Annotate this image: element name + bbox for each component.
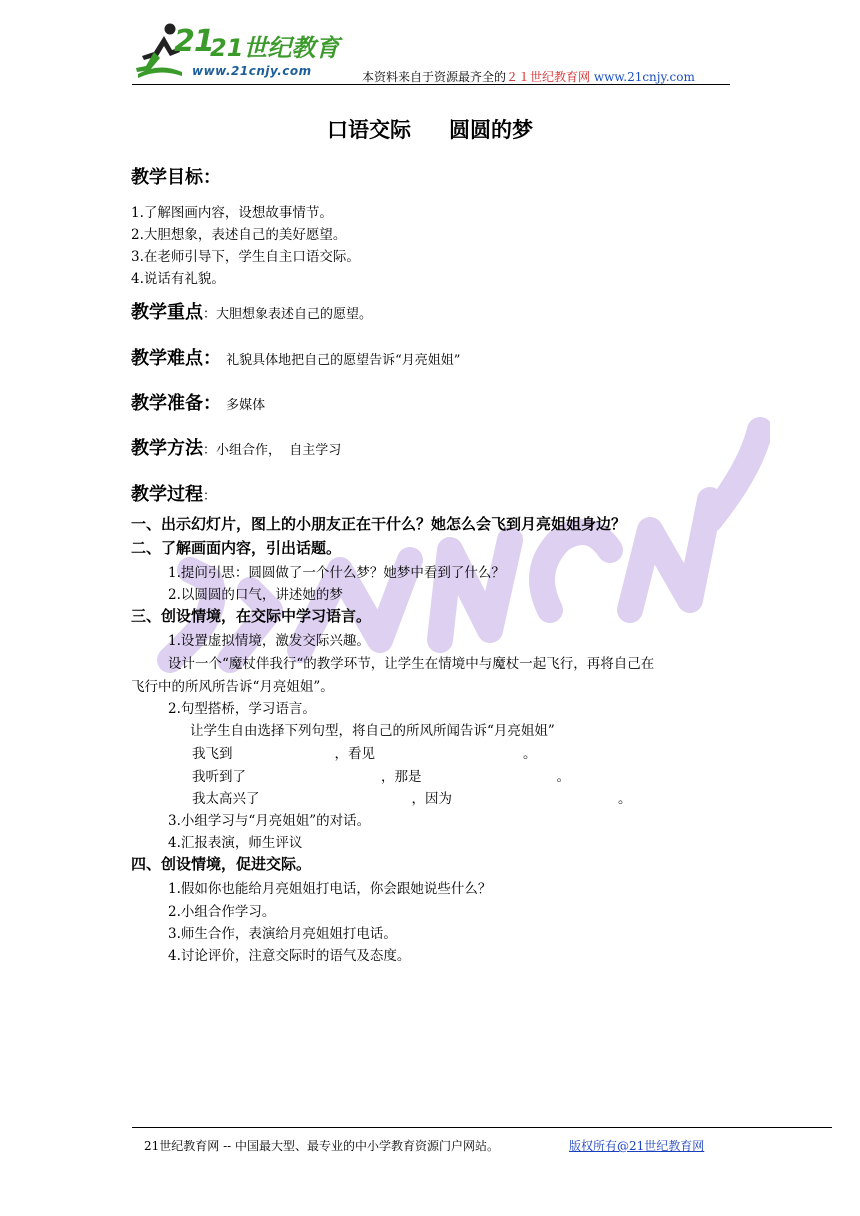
difficulty-row (131, 344, 460, 370)
pattern-text: 。 (618, 791, 632, 807)
section-3-desc: 飞行中的所风所告诉“月亮姐姐”。 (131, 679, 334, 695)
section-4-item: 3.师生合作，表演给月亮姐姐打电话。 (168, 926, 397, 942)
section-3-item: 1.设置虚拟情境，激发交际兴趣。 (168, 633, 370, 649)
key-point-text: 大胆想象表述自己的愿望。 (216, 307, 373, 322)
page-title (0, 114, 860, 144)
objective-item: 1.了解图画内容，设想故事情节。 (131, 205, 333, 221)
sentence-pattern-3 (192, 787, 632, 807)
section-3-desc: 设计一个“魔杖伴我行“的教学环节，让学生在情境中与魔杖一起飞行，再将自己在 (168, 656, 655, 672)
section-2: 二、了解画面内容，引出话题。 (131, 539, 342, 557)
preparation-label: 教学准备： (131, 393, 221, 414)
pattern-text: 。 (523, 746, 537, 762)
pattern-text: 我听到了 (192, 769, 246, 785)
section-3: 三、创设情境，在交际中学习语言。 (131, 607, 372, 625)
pattern-text: ，因为 (411, 791, 452, 807)
section-3-desc: 让学生自由选择下列句型，将自己的所风所闻告诉“月亮姐姐” (190, 723, 555, 739)
method-label: 教学方法 (131, 438, 203, 459)
title-part1: 口语交际 (327, 117, 411, 142)
method-colon: ： (203, 443, 217, 458)
sentence-pattern-1 (192, 742, 537, 762)
section-4-item: 1.假如你也能给月亮姐姐打电话，你会跟她说些什么？ (168, 881, 492, 897)
logo-text: 21世纪教育 (210, 34, 340, 62)
section-3-item: 4.汇报表演，师生评议 (168, 835, 303, 851)
source-url-link[interactable]: www.21cnjy.com (593, 70, 695, 84)
section-4-item: 2.小组合作学习。 (168, 904, 276, 920)
sentence-pattern-2 (192, 765, 570, 785)
logo-number: 21 (174, 24, 214, 59)
header-divider (132, 84, 730, 85)
difficulty-text: 礼貌具体地把自己的愿望告诉“月亮姐姐” (226, 353, 461, 368)
section-3-item: 3.小组学习与“月亮姐姐”的对话。 (168, 813, 371, 829)
preparation-row (131, 389, 265, 415)
key-point-label: 教学重点 (131, 302, 203, 323)
source-site-link[interactable]: ２１世纪教育网 (506, 70, 591, 84)
footer-text: 21世纪教育网 -- 中国最大型、最专业的中小学教育资源门户网站。 (144, 1139, 500, 1153)
source-prefix: 本资料来自于资源最齐全的 (362, 70, 507, 84)
section-2-item: 2.以圆圆的口气，讲述她的梦 (168, 587, 343, 603)
objectives-heading: 教学目标： (131, 167, 221, 188)
method-row (131, 434, 341, 460)
objective-item: 3.在老师引导下，学生自主口语交际。 (131, 249, 360, 265)
copyright-link[interactable]: 版权所有@21世纪教育网 (569, 1139, 705, 1153)
key-point-row (131, 298, 372, 324)
process-heading (131, 480, 216, 506)
site-logo (134, 22, 340, 82)
pattern-text: 。 (556, 769, 570, 785)
preparation-text: 多媒体 (226, 398, 266, 413)
section-2-item: 1.提问引思：圆圆做了一个什么梦？她梦中看到了什么？ (168, 565, 505, 581)
process-colon: ： (203, 489, 217, 504)
footer-divider (132, 1127, 832, 1128)
section-4-item: 4.讨论评价，注意交际时的语气及态度。 (168, 948, 411, 964)
method-text: 小组合作， 自主学习 (216, 443, 342, 458)
logo-url: www.21cnjy.com (192, 64, 312, 78)
pattern-text: ，看见 (334, 746, 375, 762)
pattern-text: ，那是 (381, 769, 422, 785)
section-3-item: 2.句型搭桥，学习语言。 (168, 701, 316, 717)
pattern-text: 我飞到 (192, 746, 233, 762)
key-point-colon: ： (203, 307, 217, 322)
title-part2: 圆圆的梦 (449, 117, 533, 142)
process-label: 教学过程 (131, 484, 203, 505)
section-4: 四、创设情境，促进交际。 (131, 855, 312, 873)
difficulty-label: 教学难点： (131, 348, 221, 369)
pattern-text: 我太高兴了 (192, 791, 260, 807)
header-source-line (362, 68, 695, 85)
section-1: 一、出示幻灯片，图上的小朋友正在干什么？她怎么会飞到月亮姐姐身边？ (131, 515, 627, 533)
objective-item: 2.大胆想象，表述自己的美好愿望。 (131, 227, 347, 243)
objective-item: 4.说话有礼貌。 (131, 271, 225, 287)
